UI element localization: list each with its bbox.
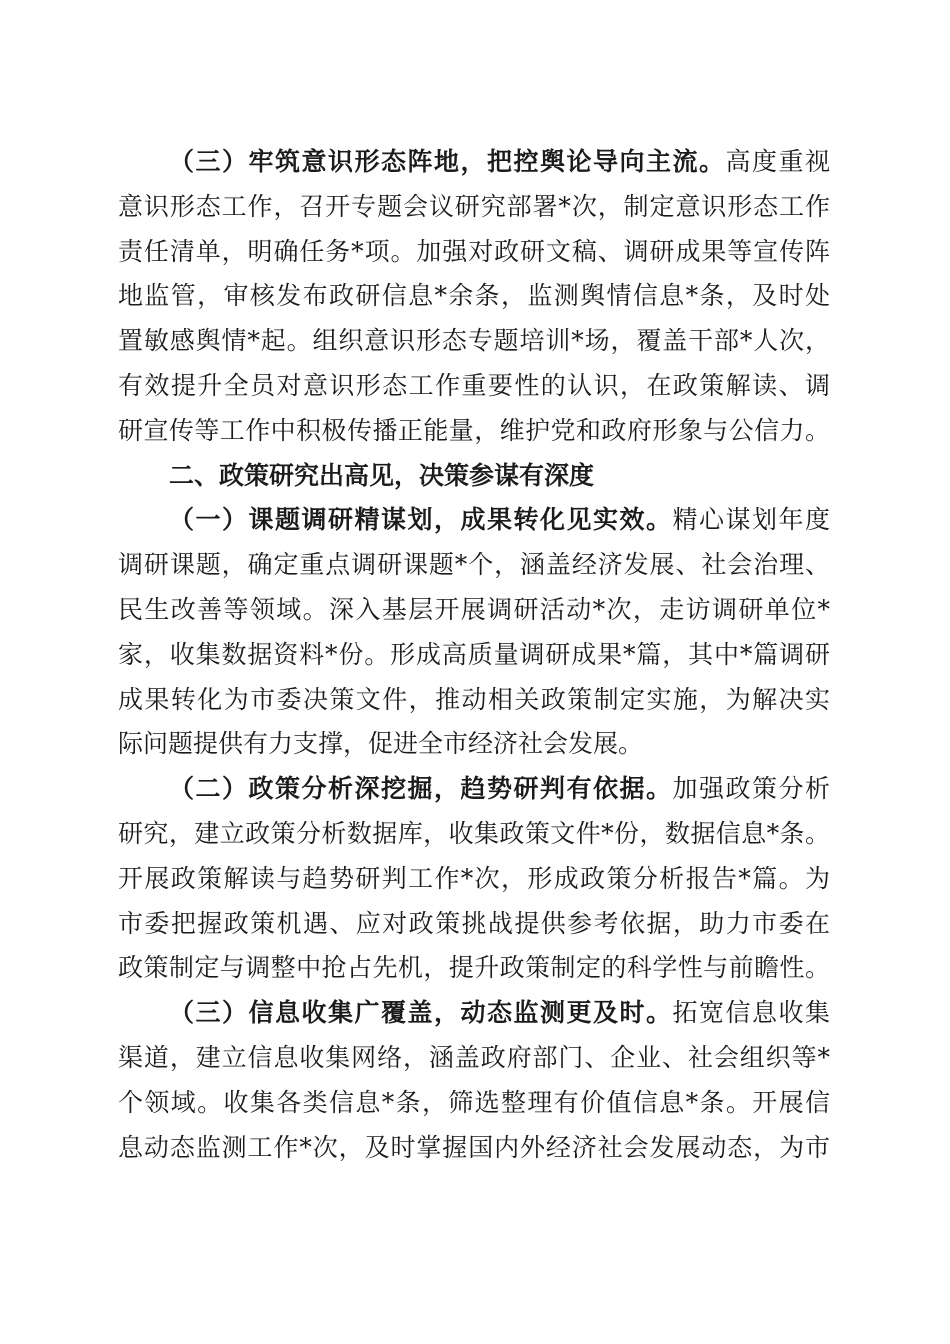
subheading: （三）牢筑意识形态阵地，把控舆论导向主流。 — [169, 147, 726, 176]
text-line: 开展政策解读与趋势研判工作*次，形成政策分析报告*篇。为 — [118, 863, 830, 893]
text-span: 精心谋划年度 — [672, 505, 830, 535]
text-span: 高度重视 — [725, 147, 830, 176]
subheading: （一）课题调研精谋划，成果转化见实效。 — [169, 505, 673, 535]
text-line: 置敏感舆情*起。组织意识形态专题培训*场，覆盖干部*人次， — [118, 326, 830, 356]
text-line: 渠道，建立信息收集网络，涵盖政府部门、企业、社会组织等* — [118, 1042, 830, 1072]
subheading: （三）信息收集广覆盖，动态监测更及时。 — [169, 998, 673, 1028]
paragraph — [118, 140, 830, 454]
text-line — [169, 140, 830, 185]
text-span: 拓宽信息收集 — [672, 998, 830, 1028]
text-line: 市委把握政策机遇、应对政策挑战提供参考依据，助力市委在 — [118, 908, 830, 938]
paragraph — [118, 991, 830, 1170]
text-line: 成果转化为市委决策文件，推动相关政策制定实施，为解决实 — [118, 684, 830, 714]
document-body — [118, 140, 830, 1170]
text-line: 地监管，审核发布政研信息*余条，监测舆情信息*条，及时处 — [118, 281, 830, 311]
paragraph — [118, 767, 830, 991]
text-line: 政策制定与调整中抢占先机，提升政策制定的科学性与前瞻性。 — [118, 953, 830, 983]
text-line: 民生改善等领域。深入基层开展调研活动*次，走访调研单位* — [118, 594, 830, 624]
paragraph — [118, 498, 830, 767]
text-line: 研究，建立政策分析数据库，收集政策文件*份，数据信息*条。 — [118, 818, 830, 848]
subheading: （二）政策分析深挖掘，趋势研判有依据。 — [169, 774, 673, 804]
text-line: 意识形态工作，召开专题会议研究部署*次，制定意识形态工作 — [118, 191, 830, 221]
text-line — [169, 991, 830, 1036]
text-line: 研宣传等工作中积极传播正能量，维护党和政府形象与公信力。 — [118, 415, 830, 445]
text-line: 家，收集数据资料*份。形成高质量调研成果*篇，其中*篇调研 — [118, 639, 830, 669]
section-heading: 二、政策研究出高见，决策参谋有深度 — [169, 460, 595, 490]
text-line: 责任清单，明确任务*项。加强对政研文稿、调研成果等宣传阵 — [118, 236, 830, 266]
text-line: 调研课题，确定重点调研课题*个，涵盖经济发展、社会治理、 — [118, 550, 830, 580]
text-span: 加强政策分析 — [672, 774, 830, 804]
text-line: 际问题提供有力支撑，促进全市经济社会发展。 — [118, 729, 644, 759]
text-line: 有效提升全员对意识形态工作重要性的认识，在政策解读、调 — [118, 370, 830, 400]
text-line: 息动态监测工作*次，及时掌握国内外经济社会发展动态，为市 — [118, 1132, 830, 1162]
text-line — [169, 767, 830, 812]
text-line — [169, 498, 830, 543]
text-line: 个领域。收集各类信息*条，筛选整理有价值信息*条。开展信 — [118, 1087, 830, 1117]
